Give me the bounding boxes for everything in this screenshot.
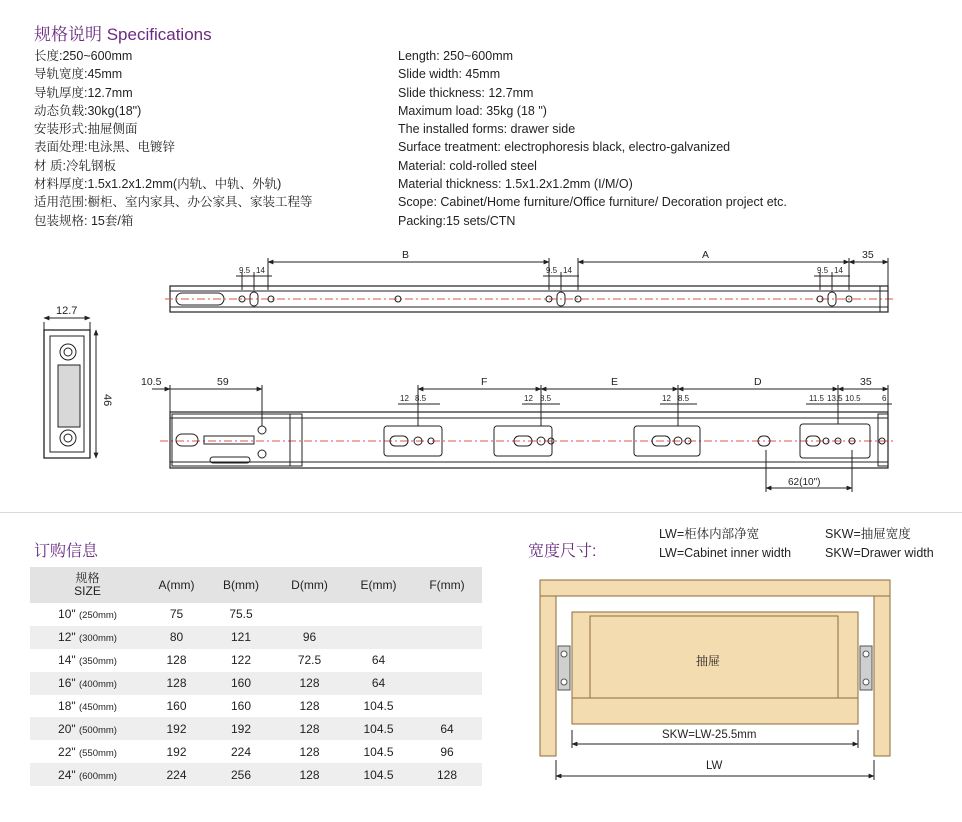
skw-legend-cn: SKW=抽屉宽度 xyxy=(825,527,911,541)
section-width-label: 12.7 xyxy=(56,305,78,317)
table-row xyxy=(30,603,482,626)
f-cell: 128 xyxy=(412,763,482,786)
skw-legend xyxy=(825,525,934,563)
hole-pitch-label: 12 xyxy=(662,394,671,403)
slide-right xyxy=(860,646,872,690)
table-row xyxy=(30,672,482,695)
size-cell: 16" (400mm) xyxy=(30,672,145,695)
hole-pitch-label: 8.5 xyxy=(540,394,552,403)
size-header-en: SIZE xyxy=(74,584,101,598)
table-header-row xyxy=(30,567,482,603)
pitch-label: 14 xyxy=(256,266,265,275)
a-cell: 75 xyxy=(169,607,184,622)
width-size-title: 宽度尺寸: xyxy=(528,543,597,560)
b-cell: 122 xyxy=(230,653,252,668)
spec-line: 表面处理:电泳黑、电镀锌 xyxy=(34,140,175,155)
spec-line: 材 质:冷轧钢板 xyxy=(34,158,116,173)
size-cell: 14" (350mm) xyxy=(58,653,117,668)
hole-pitch-label: 8.5 xyxy=(415,394,427,403)
dim-35-label: 35 xyxy=(860,376,872,388)
spec-line: Length: 250~600mm xyxy=(398,49,514,63)
table-row xyxy=(30,717,482,740)
specifications-title: 规格说明 Specifications xyxy=(34,25,212,44)
b-cell: 192 xyxy=(208,717,274,740)
a-cell: 128 xyxy=(166,653,187,668)
spec-line: 材料厚度:1.5x1.2x1.2mm(内轨、中轨、外轨) xyxy=(34,177,282,192)
size-cell: 12" (300mm) xyxy=(30,626,145,649)
a-cell: 224 xyxy=(145,763,208,786)
lw-label: LW xyxy=(706,760,723,772)
spec-line: Slide width: 45mm xyxy=(398,67,501,82)
a-cell: 128 xyxy=(145,672,208,695)
dim-e-label: E xyxy=(611,376,619,388)
hole-pitch-label: 10.5 xyxy=(845,394,861,403)
e-cell: 104.5 xyxy=(363,744,394,759)
order-info-title: 订购信息 xyxy=(34,543,99,560)
spec-line: Surface treatment: electrophoresis black, electro-galvanized xyxy=(398,140,731,155)
e-cell: 64 xyxy=(345,672,412,695)
table-row xyxy=(30,626,482,649)
spec-line: 动态负载:30kg(18") xyxy=(34,103,142,118)
top-rail xyxy=(165,258,895,312)
hole-pitch-label: 6 xyxy=(882,394,887,403)
e-cell: 104.5 xyxy=(345,763,412,786)
d-cell: 96 xyxy=(274,626,345,649)
a-cell: 80 xyxy=(145,626,208,649)
skw-formula-label: SKW=LW-25.5mm xyxy=(662,729,757,741)
d-cell: 128 xyxy=(299,744,320,759)
e-cell xyxy=(345,603,412,626)
table-row xyxy=(30,695,482,718)
f-cell: 64 xyxy=(412,717,482,740)
size-header-cn: 规格 xyxy=(75,571,100,585)
b-cell: 160 xyxy=(230,699,252,713)
spec-line: 导轨厚度:12.7mm xyxy=(34,85,133,100)
spec-line: 长度:250~600mm xyxy=(34,49,133,63)
dim-10-5-label: 10.5 xyxy=(141,376,162,388)
spec-line: Maximum load: 35kg (18 ") xyxy=(398,103,547,118)
spec-line: Material thickness: 1.5x1.2x1.2mm (I/M/O) xyxy=(398,177,633,192)
size-cell: 10" (250mm) xyxy=(58,607,117,622)
spec-line: The installed forms: drawer side xyxy=(398,122,576,137)
hole-pitch-label: 13.5 xyxy=(827,394,843,403)
slide-left xyxy=(558,646,570,690)
pitch-label: 9.5 xyxy=(546,266,558,275)
e-cell: 104.5 xyxy=(345,717,412,740)
spec-line: Packing:15 sets/CTN xyxy=(398,213,516,228)
lw-legend-cn: LW=柜体内部净宽 xyxy=(659,527,760,541)
spec-line: 包装规格: 15套/箱 xyxy=(34,213,134,228)
dim-f-label: F xyxy=(481,376,488,388)
spec-line: 导轨宽度:45mm xyxy=(34,67,123,82)
pitch-label: 9.5 xyxy=(817,266,829,275)
hole-pitch-label: 11.5 xyxy=(809,394,824,403)
e-cell xyxy=(345,626,412,649)
b-cell: 256 xyxy=(208,763,274,786)
d-cell: 128 xyxy=(274,717,345,740)
column-header: D(mm) xyxy=(274,567,345,603)
table-row xyxy=(30,763,482,786)
pitch-label: 9.5 xyxy=(239,266,251,275)
f-cell xyxy=(412,603,482,626)
dim-59-label: 59 xyxy=(217,376,229,388)
column-header: A(mm) xyxy=(145,567,208,603)
size-cell: 18" (450mm) xyxy=(58,699,117,713)
dim-a-label: A xyxy=(702,249,710,261)
d-cell xyxy=(274,603,345,626)
size-cell: 20" (500mm) xyxy=(30,717,145,740)
drawer-label: 抽屉 xyxy=(696,654,721,668)
d-cell: 128 xyxy=(274,763,345,786)
column-header: E(mm) xyxy=(345,567,412,603)
d-cell: 128 xyxy=(299,699,320,713)
a-cell: 192 xyxy=(166,744,187,759)
dim-d-label: D xyxy=(754,376,762,388)
section-height-label: 46 xyxy=(101,394,113,407)
spec-line: Slide thickness: 12.7mm xyxy=(398,85,534,100)
e-cell: 64 xyxy=(371,653,386,668)
f-cell xyxy=(412,626,482,649)
rail-cross-section xyxy=(44,318,96,458)
spec-line: Scope: Cabinet/Home furniture/Office furniture/ Decoration project etc. xyxy=(398,195,787,210)
f-cell xyxy=(412,649,482,672)
b-cell: 160 xyxy=(208,672,274,695)
section-divider xyxy=(0,512,962,513)
b-cell: 75.5 xyxy=(229,607,253,622)
order-size-table xyxy=(30,567,482,786)
spec-line: 安装形式:抽屉侧面 xyxy=(34,122,138,137)
dim-b-label: B xyxy=(402,249,410,261)
pitch-label: 14 xyxy=(563,266,572,275)
d-cell: 128 xyxy=(274,672,345,695)
b-cell: 121 xyxy=(208,626,274,649)
skw-legend-en: SKW=Drawer width xyxy=(825,546,934,560)
column-header: F(mm) xyxy=(412,567,482,603)
a-cell: 160 xyxy=(166,699,187,713)
b-cell: 224 xyxy=(230,744,252,759)
dim-35-label: 35 xyxy=(862,249,874,261)
size-header xyxy=(30,567,145,603)
hole-pitch-label: 12 xyxy=(524,394,533,403)
dim-62-label: 62(10") xyxy=(788,477,821,488)
column-header: B(mm) xyxy=(208,567,274,603)
table-row xyxy=(30,740,482,763)
pitch-label: 14 xyxy=(834,266,843,275)
f-cell xyxy=(412,672,482,695)
f-cell: 96 xyxy=(440,744,454,759)
f-cell xyxy=(412,695,482,718)
d-cell: 72.5 xyxy=(297,653,322,668)
hole-pitch-label: 8.5 xyxy=(678,394,690,403)
table-row xyxy=(30,649,482,672)
e-cell: 104.5 xyxy=(363,699,394,713)
spec-line: 适用范围:橱柜、室内家具、办公家具、家装工程等 xyxy=(34,195,313,210)
spec-line: Material: cold-rolled steel xyxy=(398,158,537,173)
cabinet-width-diagram xyxy=(520,570,920,790)
lw-legend xyxy=(659,525,791,563)
size-cell: 24" (600mm) xyxy=(30,763,145,786)
hole-pitch-label: 12 xyxy=(400,394,409,403)
lw-legend-en: LW=Cabinet inner width xyxy=(659,546,792,560)
a-cell: 192 xyxy=(145,717,208,740)
size-cell: 22" (550mm) xyxy=(58,744,117,759)
